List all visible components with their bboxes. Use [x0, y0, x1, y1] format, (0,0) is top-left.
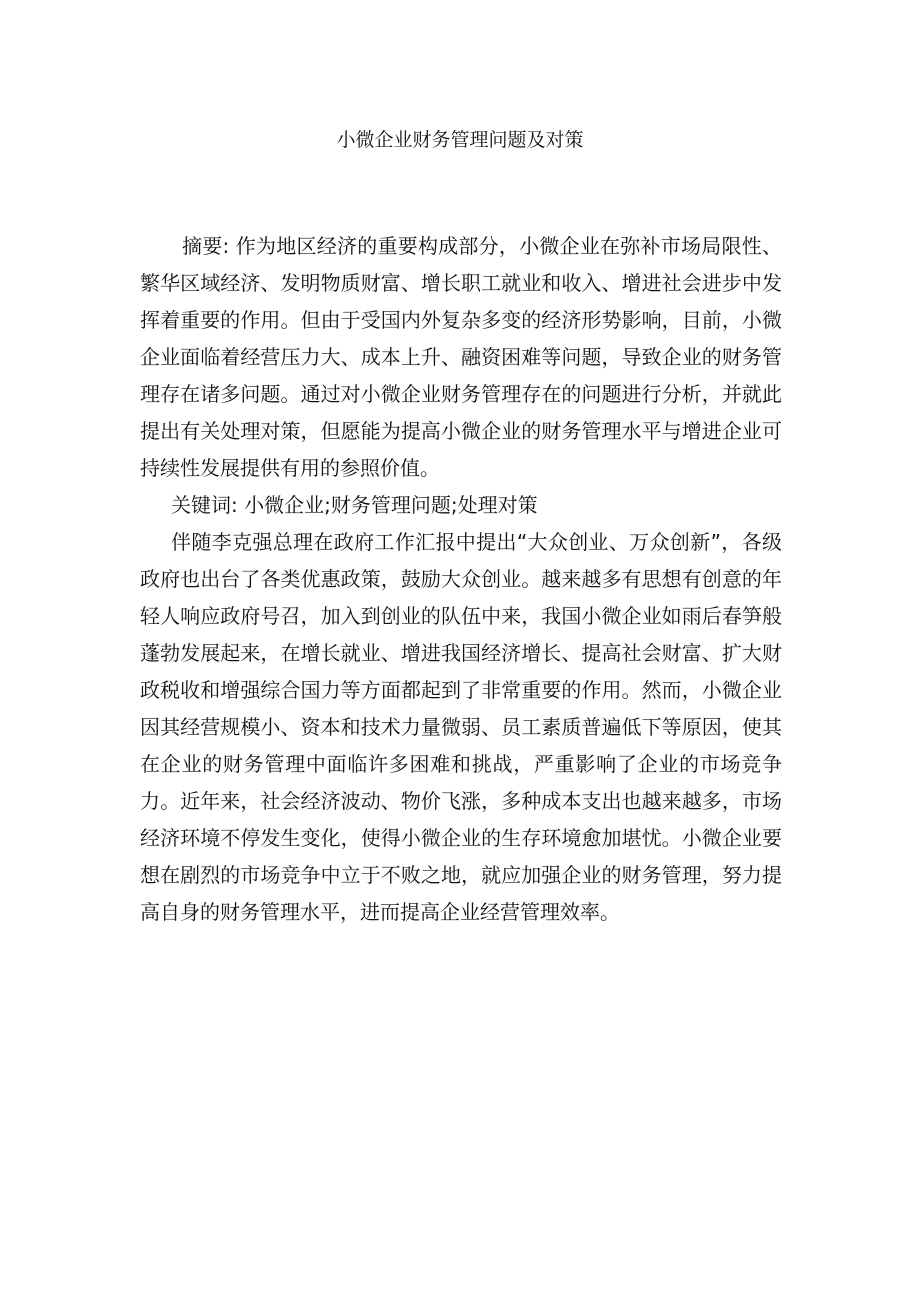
document-title: 小微企业财务管理问题及对策: [336, 129, 584, 151]
document-body: [140, 228, 782, 931]
keywords-line: 关键词: 小微企业;财务管理问题;处理对策: [171, 493, 538, 517]
abstract-paragraph: 摘要: 作为地区经济的重要构成部分，小微企业在弥补市场局限性、繁华区域经济、发明物质财富、增长职工就业和收入、增进社会进步中发挥着重要的作用。但由于受国内外复杂多变的经济形势影响，目前，小微企业面临着经营压力大、成本上升、融资困难等问题，导致企业的财务管理存在诸多问题。通过对小微企业财务管理存在的问题进行分析，并就此提出有关处理对策，但愿能为提高小微企业的财务管理水平与增进企业可持续性发展提供有用的参照价值。: [140, 234, 782, 480]
intro-paragraph: 伴随李克强总理在政府工作汇报中提出“大众创业、万众创新”，各级政府也出台了各类优惠政策，鼓励大众创业。越来越多有思想有创意的年轻人响应政府号召，加入到创业的队伍中来，我国小微企业如雨后春笋般蓬勃发展起来，在增长就业、增进我国经济增长、提高社会财富、扩大财政税收和增强综合国力等方面都起到了非常重要的作用。然而，小微企业因其经营规模小、资本和技术力量微弱、员工素质普遍低下等原因，使其在企业的财务管理中面临许多困难和挑战，严重影响了企业的市场竞争力。近年来，社会经济波动、物价飞涨，多种成本支出也越来越多，市场经济环境不停发生变化，使得小微企业的生存环境愈加堪忧。小微企业要想在剧烈的市场竞争中立于不败之地，就应加强企业的财务管理，努力提高自身的财务管理水平，进而提高企业经营管理效率。: [140, 530, 782, 924]
